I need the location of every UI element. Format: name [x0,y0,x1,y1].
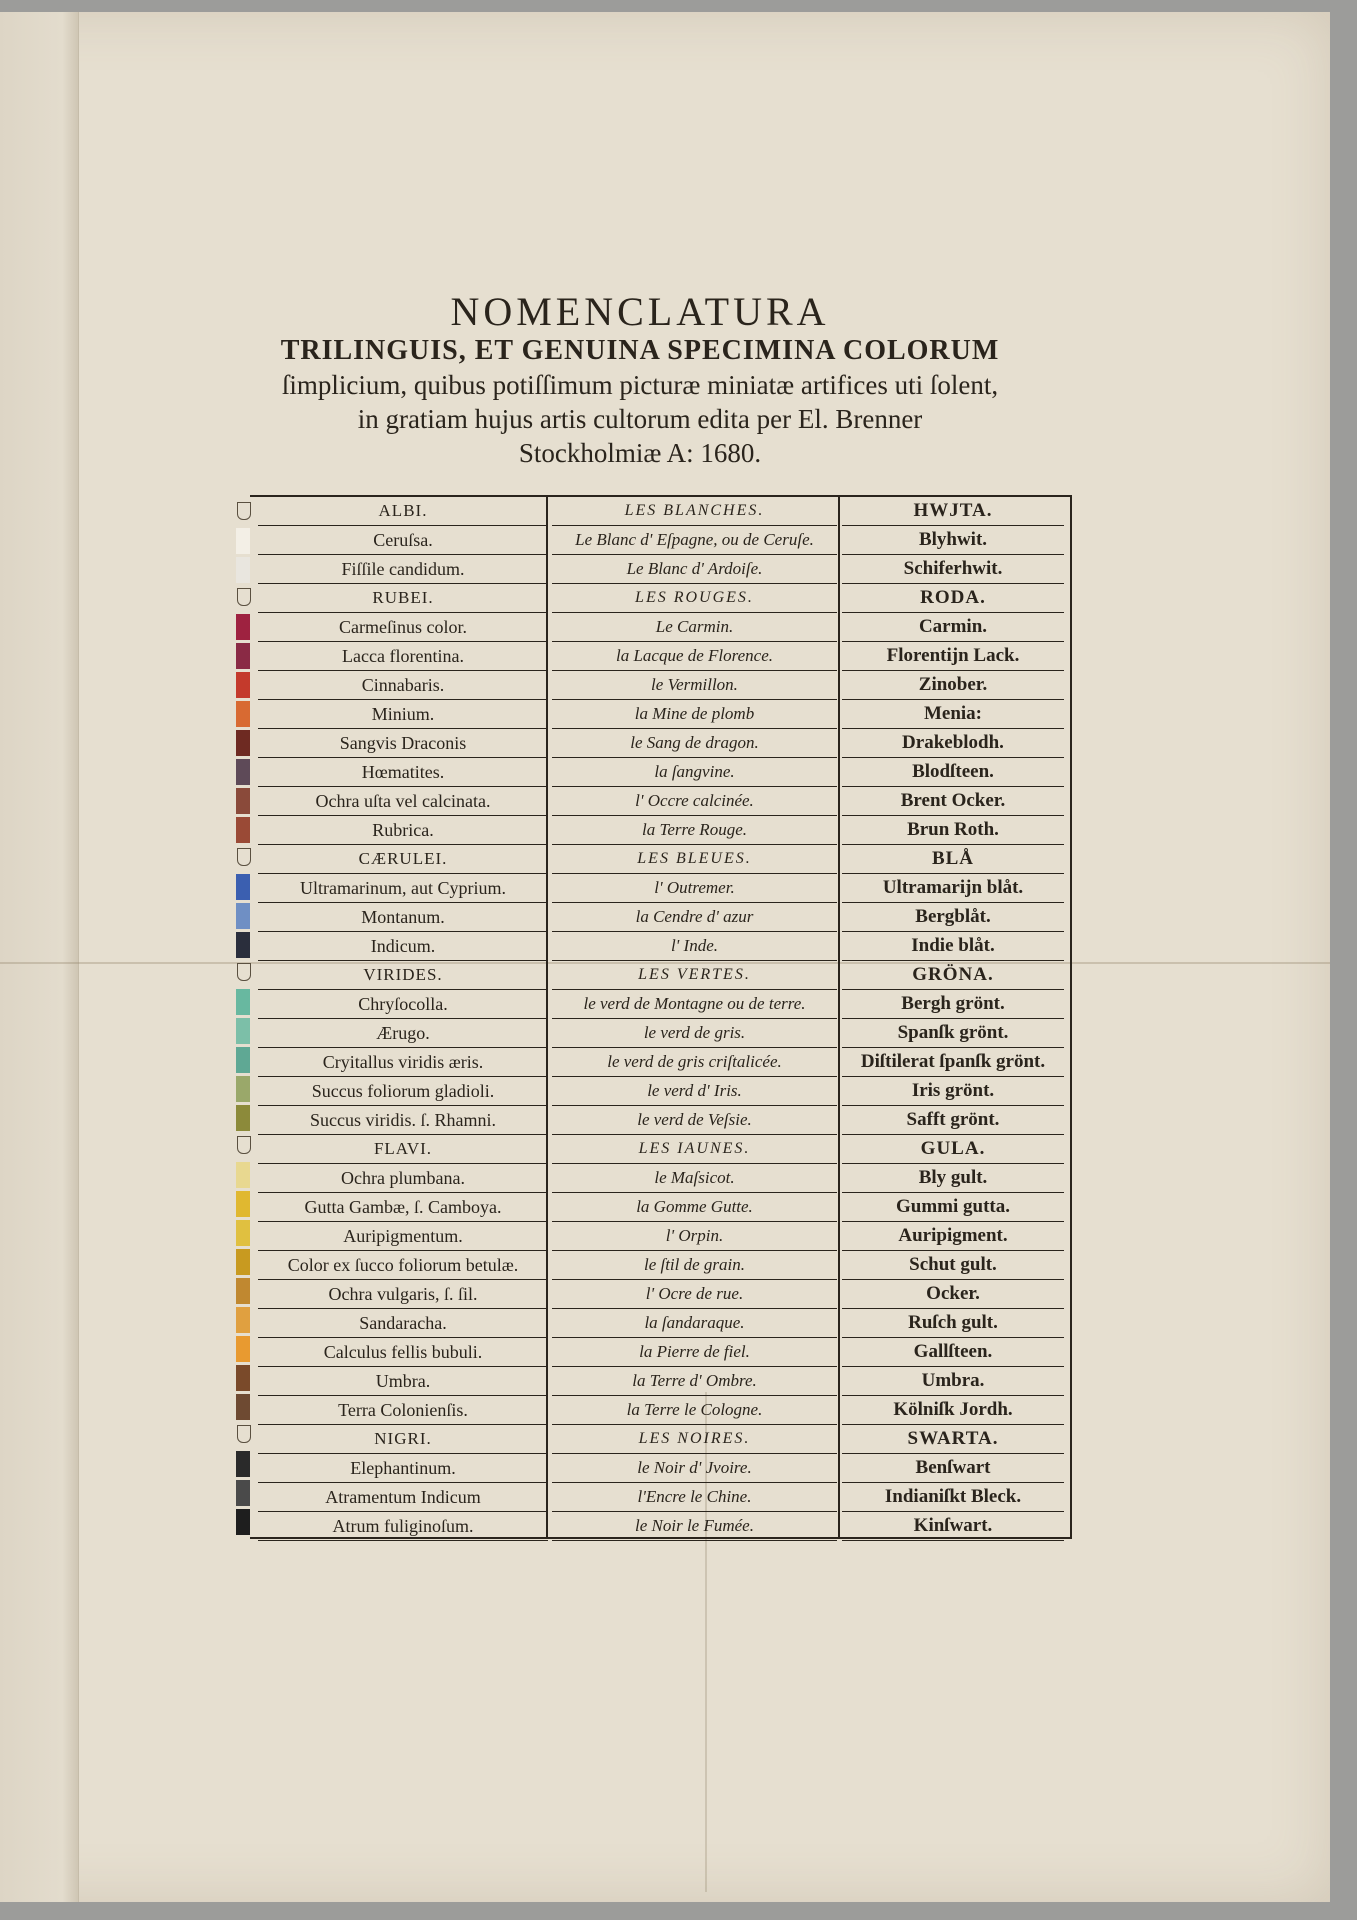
latin-entry: Cinnabaris. [258,671,548,700]
color-swatch [236,788,250,814]
title-block [200,290,1080,470]
swedish-entry: Iris grönt. [842,1077,1064,1106]
french-entry: la ſangvine. [552,758,837,787]
shield-icon [237,588,251,606]
swedish-entry: Benſwart [842,1454,1064,1483]
swedish-entry: Gallſteen. [842,1338,1064,1367]
swedish-entry: Blyhwit. [842,526,1064,555]
french-entry: Le Blanc d' Ardoiſe. [552,555,837,584]
latin-entry: VIRIDES. [258,961,548,990]
french-entry: la Mine de plomb [552,700,837,729]
swedish-entry: Umbra. [842,1367,1064,1396]
french-entry: Le Carmin. [552,613,837,642]
color-swatch [236,1249,250,1275]
latin-entry: Sandaracha. [258,1309,548,1338]
shield-icon [237,963,251,981]
french-entry: l' Occre calcinée. [552,787,837,816]
color-swatch [236,932,250,958]
swedish-entry: Spanſk grönt. [842,1019,1064,1048]
swedish-entry: Drakeblodh. [842,729,1064,758]
french-entry: la Terre le Cologne. [552,1396,837,1425]
latin-entry: FLAVI. [258,1135,548,1164]
swedish-entry: Bergh grönt. [842,990,1064,1019]
latin-entry: Ceruſsa. [258,526,548,555]
color-swatch-strip [236,497,250,1538]
color-swatch [236,643,250,669]
french-entry: le verd de gris criſtalicée. [552,1048,837,1077]
latin-entry: Lacca florentina. [258,642,548,671]
latin-entry: Terra Colonienſis. [258,1396,548,1425]
latin-entry: Hœmatites. [258,758,548,787]
latin-entry: Sangvis Draconis [258,729,548,758]
swedish-entry: Kölniſk Jordh. [842,1396,1064,1425]
swedish-entry: Schut gult. [842,1251,1064,1280]
color-swatch [236,1278,250,1304]
latin-entry: Cryitallus viridis æris. [258,1048,548,1077]
swedish-entry: Menia: [842,700,1064,729]
swedish-entry: Ultramarijn blåt. [842,874,1064,903]
french-entry: l' Orpin. [552,1222,837,1251]
swedish-entry: Schiferhwit. [842,555,1064,584]
latin-entry: Indicum. [258,932,548,961]
swedish-entry: Ocker. [842,1280,1064,1309]
shield-icon [237,1425,251,1443]
color-swatch [236,1336,250,1362]
latin-entry: Auripigmentum. [258,1222,548,1251]
color-swatch [236,528,250,554]
french-entry: le verd de Veſsie. [552,1106,837,1135]
swedish-entry: GRÖNA. [842,961,1064,990]
latin-column [258,497,548,1537]
latin-entry: Rubrica. [258,816,548,845]
french-entry: la Terre d' Ombre. [552,1367,837,1396]
latin-entry: Ultramarinum, aut Cyprium. [258,874,548,903]
color-swatch [236,1076,250,1102]
french-entry: l'Encre le Chine. [552,1483,837,1512]
title-line-4: in gratiam hujus artis cultorum edita per El. Brenner [357,404,923,434]
color-swatch [236,874,250,900]
french-entry: le ſtil de grain. [552,1251,837,1280]
french-entry: le verd d' Iris. [552,1077,837,1106]
title-line-2: TRILINGUIS, ET GENUINA SPECIMINA COLORUM [280,335,1000,366]
latin-entry: CÆRULEI. [258,845,548,874]
french-entry: LES BLANCHES. [552,497,837,526]
swedish-entry: HWJTA. [842,497,1064,526]
swedish-entry: Carmin. [842,613,1064,642]
swedish-entry: GULA. [842,1135,1064,1164]
color-swatch [236,1105,250,1131]
swedish-entry: Ruſch gult. [842,1309,1064,1338]
latin-entry: Ochra plumbana. [258,1164,548,1193]
french-entry: le Maſsicot. [552,1164,837,1193]
french-entry: le verd de gris. [552,1019,837,1048]
color-swatch [236,817,250,843]
french-entry: Le Blanc d' Eſpagne, ou de Ceruſe. [552,526,837,555]
latin-entry: Gutta Gambæ, ſ. Camboya. [258,1193,548,1222]
swedish-entry: Indie blåt. [842,932,1064,961]
column-divider [838,497,840,1537]
title-line-5: Stockholmiæ A: 1680. [518,438,762,468]
french-entry: LES IAUNES. [552,1135,837,1164]
swedish-entry: Blodſteen. [842,758,1064,787]
color-swatch [236,903,250,929]
color-swatch [236,989,250,1015]
latin-entry: Fiſſile candidum. [258,555,548,584]
french-entry: la Gomme Gutte. [552,1193,837,1222]
swedish-entry: Auripigment. [842,1222,1064,1251]
swedish-entry: Kinſwart. [842,1512,1064,1541]
french-entry: la ſandaraque. [552,1309,837,1338]
latin-entry: Minium. [258,700,548,729]
french-entry: la Terre Rouge. [552,816,837,845]
color-swatch [236,701,250,727]
swedish-entry: Diſtilerat ſpanſk grönt. [842,1048,1064,1077]
french-entry: LES VERTES. [552,961,837,990]
shield-icon [237,848,251,866]
french-column [552,497,837,1537]
french-entry: le Noir d' Jvoire. [552,1454,837,1483]
color-swatch [236,557,250,583]
latin-entry: Carmeſinus color. [258,613,548,642]
previous-page-edge [0,12,79,1902]
latin-entry: RUBEI. [258,584,548,613]
latin-entry: Calculus fellis bubuli. [258,1338,548,1367]
color-swatch [236,1220,250,1246]
french-entry: LES NOIRES. [552,1425,837,1454]
swedish-entry: Zinober. [842,671,1064,700]
swedish-entry: Indianiſkt Bleck. [842,1483,1064,1512]
swedish-entry: SWARTA. [842,1425,1064,1454]
color-swatch [236,1047,250,1073]
latin-entry: Succus viridis. ſ. Rhamni. [258,1106,548,1135]
swedish-entry: Safft grönt. [842,1106,1064,1135]
latin-entry: Color ex ſucco foliorum betulæ. [258,1251,548,1280]
french-entry: la Pierre de fiel. [552,1338,837,1367]
swedish-entry: Brent Ocker. [842,787,1064,816]
color-swatch [236,672,250,698]
french-entry: l' Inde. [552,932,837,961]
latin-entry: Montanum. [258,903,548,932]
color-swatch [236,1162,250,1188]
french-entry: la Cendre d' azur [552,903,837,932]
latin-entry: Chryſocolla. [258,990,548,1019]
swedish-entry: Bergblåt. [842,903,1064,932]
color-swatch [236,759,250,785]
color-swatch [236,1451,250,1477]
latin-entry: ALBI. [258,497,548,526]
color-swatch [236,1018,250,1044]
color-nomenclature-table [250,495,1072,1539]
title-line-1: NOMENCLATURA [450,289,830,334]
latin-entry: Ochra vulgaris, ſ. ſil. [258,1280,548,1309]
color-swatch [236,1191,250,1217]
french-entry: le Vermillon. [552,671,837,700]
color-swatch [236,614,250,640]
color-swatch [236,1394,250,1420]
color-swatch [236,730,250,756]
latin-entry: Atrum fuliginoſum. [258,1512,548,1541]
french-entry: LES ROUGES. [552,584,837,613]
french-entry: LES BLEUES. [552,845,837,874]
color-swatch [236,1307,250,1333]
shield-icon [237,1136,251,1154]
latin-entry: NIGRI. [258,1425,548,1454]
french-entry: la Lacque de Florence. [552,642,837,671]
title-line-3: ſimplicium, quibus potiſſimum picturæ miniatæ artifices uti ſolent, [281,370,999,400]
color-swatch [236,1480,250,1506]
french-entry: le Noir le Fumée. [552,1512,837,1541]
french-entry: l' Ocre de rue. [552,1280,837,1309]
latin-entry: Atramentum Indicum [258,1483,548,1512]
swedish-entry: Gummi gutta. [842,1193,1064,1222]
swedish-entry: Bly gult. [842,1164,1064,1193]
french-entry: le Sang de dragon. [552,729,837,758]
french-entry: l' Outremer. [552,874,837,903]
swedish-column [842,497,1064,1537]
swedish-entry: Brun Roth. [842,816,1064,845]
latin-entry: Elephantinum. [258,1454,548,1483]
color-swatch [236,1509,250,1535]
swedish-entry: RODA. [842,584,1064,613]
swedish-entry: BLÅ [842,845,1064,874]
shield-icon [237,502,251,520]
latin-entry: Ochra uſta vel calcinata. [258,787,548,816]
latin-entry: Ærugo. [258,1019,548,1048]
color-swatch [236,1365,250,1391]
latin-entry: Succus foliorum gladioli. [258,1077,548,1106]
latin-entry: Umbra. [258,1367,548,1396]
french-entry: le verd de Montagne ou de terre. [552,990,837,1019]
swedish-entry: Florentijn Lack. [842,642,1064,671]
